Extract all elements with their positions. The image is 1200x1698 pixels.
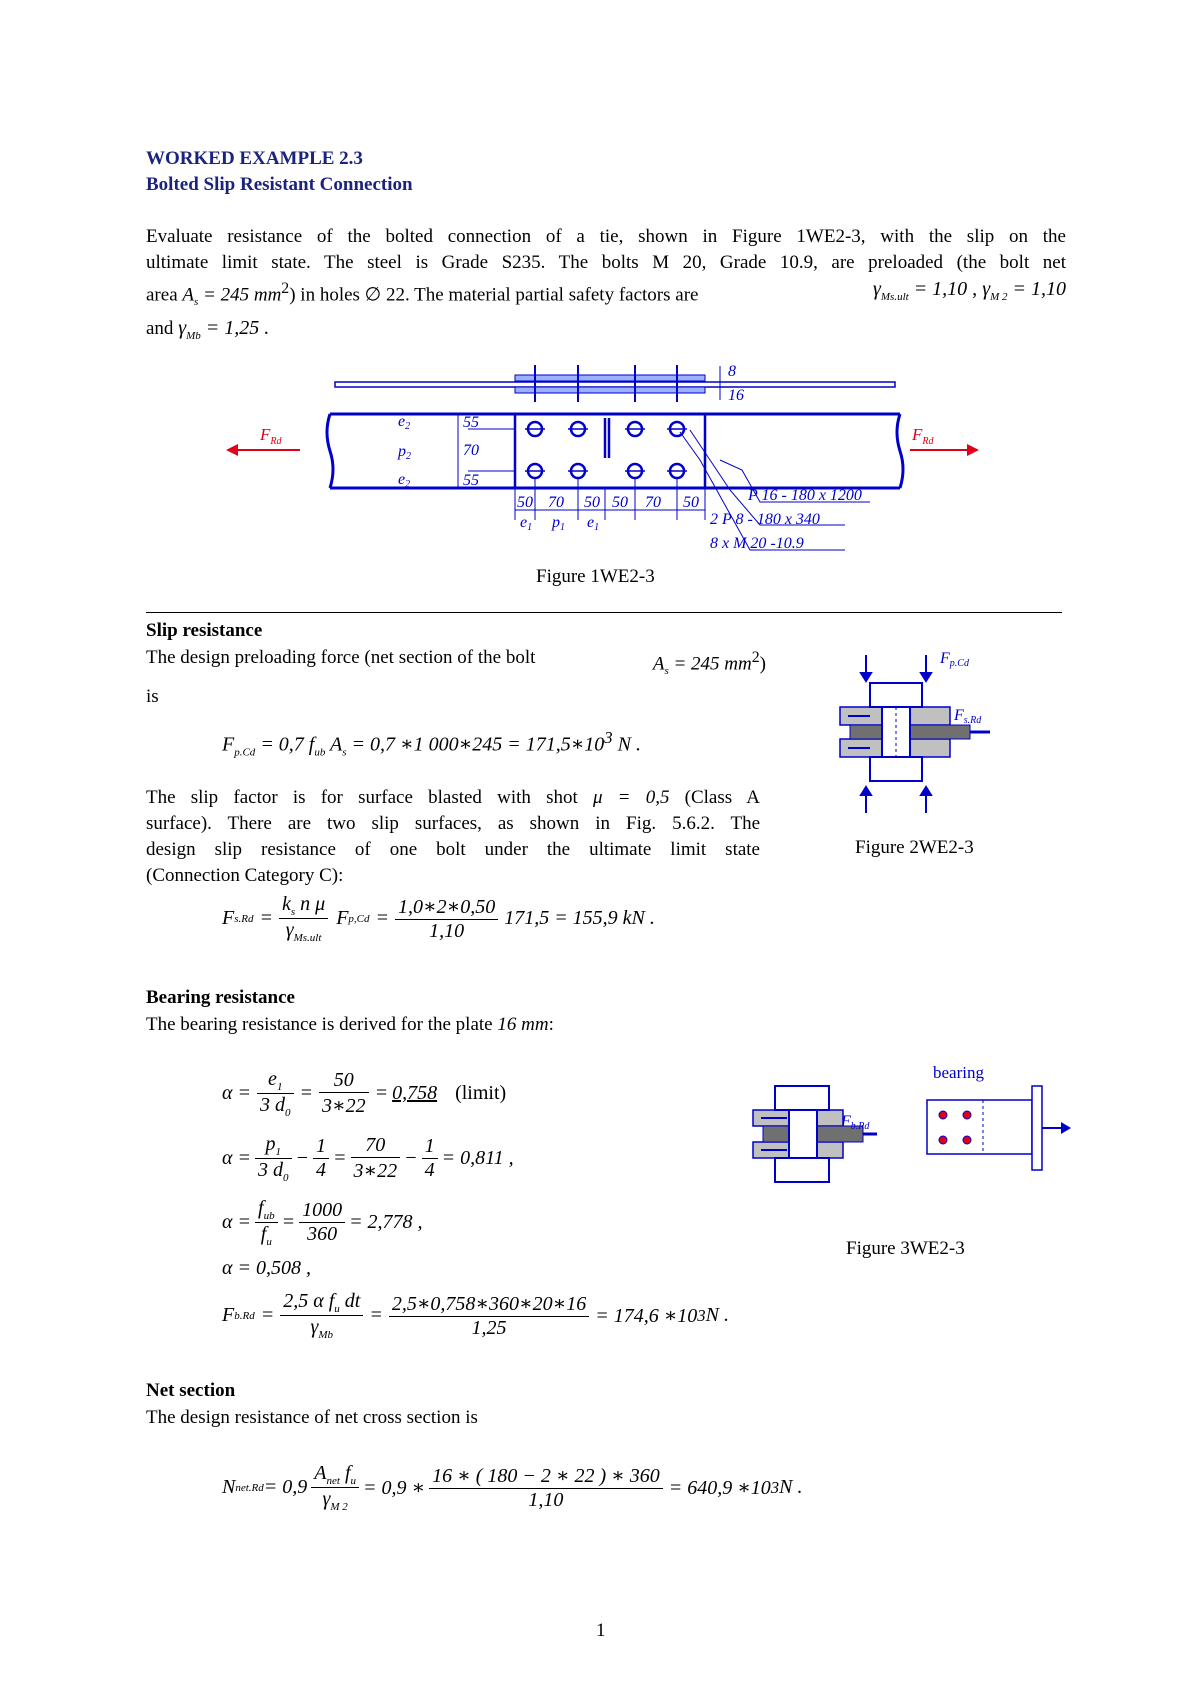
slip-math: = 245 mm bbox=[668, 653, 752, 675]
eq-text: 3 d bbox=[258, 1159, 283, 1181]
dim-50-c: 50 bbox=[612, 494, 628, 511]
eq-symbol: F bbox=[336, 907, 349, 929]
eq-text: 3 d bbox=[260, 1094, 285, 1116]
eq-text: = 0,9 ∗ bbox=[363, 1477, 426, 1499]
eq-result: = 174,6 ∗10 bbox=[595, 1305, 698, 1327]
eq-text: f bbox=[339, 1462, 351, 1484]
eq-sup: 3 bbox=[697, 1305, 706, 1325]
eq-numerator: 50 bbox=[319, 1069, 369, 1093]
bolt-nut bbox=[870, 757, 922, 781]
bearing-resistance-heading: Bearing resistance bbox=[146, 987, 295, 1008]
eq-fraction bbox=[279, 893, 328, 944]
alpha-value-limit: 0,758 bbox=[392, 1082, 438, 1104]
preload-equation bbox=[222, 728, 641, 759]
eq-numerator: 16 ∗ ( 180 − 2 ∗ 22 ) ∗ 360 bbox=[429, 1463, 663, 1489]
intro-math-sub: s bbox=[194, 296, 199, 309]
slip-math: A bbox=[652, 653, 665, 675]
force-label-left: $F_{Rd}$ bbox=[260, 425, 282, 447]
intro-paragraph bbox=[146, 224, 1066, 349]
alpha-value-3: = 2,778 , bbox=[349, 1211, 423, 1233]
eq-fraction bbox=[395, 894, 498, 943]
end-plate bbox=[1032, 1086, 1042, 1170]
label-cover-plates: 2 P 8 - 180 x 340 bbox=[710, 511, 820, 528]
bearing-pressure-marks bbox=[939, 1111, 971, 1144]
bearing-text: The bearing resistance is derived for the plate bbox=[146, 1014, 498, 1035]
dim-e2-bottom: e2 bbox=[398, 471, 411, 490]
force-label-right: $F_{Rd}$ bbox=[912, 425, 934, 447]
gamma-value: = 1,10 bbox=[1007, 278, 1066, 300]
eq-equals: = bbox=[374, 1082, 389, 1104]
net-section-intro: The design resistance of net cross section is bbox=[146, 1407, 478, 1428]
gamma-sub: Ms.ult bbox=[880, 291, 909, 303]
eq-equals: = bbox=[259, 907, 273, 929]
section-divider bbox=[146, 612, 1062, 613]
alpha-symbol: α = bbox=[222, 1082, 251, 1104]
gamma-value: = 1,10 , bbox=[908, 278, 983, 300]
main-plate-plan bbox=[327, 414, 903, 488]
eq-symbol: F bbox=[222, 733, 235, 756]
eq-numerator: 1,0∗2∗0,50 bbox=[395, 894, 498, 920]
net-section-equation bbox=[222, 1462, 802, 1513]
eq-text: N . bbox=[612, 733, 641, 756]
eq-sub: p,Cd bbox=[348, 912, 370, 925]
dim-p1: p1 bbox=[552, 514, 565, 533]
dim-50-a: 50 bbox=[517, 494, 533, 511]
eq-sub: net.Rd bbox=[235, 1481, 264, 1494]
gamma-value: = 1,25 . bbox=[200, 317, 270, 340]
eq-equals: = bbox=[260, 1304, 275, 1326]
eq-equals: = bbox=[299, 1082, 313, 1104]
eq-text: γ bbox=[322, 1488, 331, 1510]
label-bolts: 8 x M 20 -10.9 bbox=[710, 535, 804, 552]
intro-math: A bbox=[182, 284, 194, 306]
dim-50-b: 50 bbox=[584, 494, 600, 511]
eq-numerator: 1000 bbox=[299, 1199, 345, 1223]
eq-sub: p.Cd bbox=[234, 746, 256, 759]
intro-text: ) in holes ∅ 22. The material partial safety factors are bbox=[289, 284, 699, 306]
eq-sub: 1 bbox=[275, 1146, 281, 1158]
eq-equals: = bbox=[375, 907, 389, 929]
eq-sub: 0 bbox=[283, 1172, 289, 1184]
eq-fraction bbox=[255, 1197, 278, 1248]
eq-result: N . bbox=[705, 1304, 729, 1326]
intro-line-3 bbox=[146, 276, 1066, 315]
eq-text: A bbox=[325, 733, 343, 756]
dim-p2: p2 bbox=[398, 443, 411, 462]
eq-text: f bbox=[258, 1197, 264, 1219]
eq-sub: u bbox=[350, 1475, 356, 1487]
slip-line-1 bbox=[146, 645, 766, 684]
bolt-nut bbox=[775, 1158, 829, 1182]
worked-example-title: WORKED EXAMPLE 2.3 bbox=[146, 148, 363, 169]
net-section-heading: Net section bbox=[146, 1380, 236, 1401]
eq-fraction bbox=[351, 1134, 401, 1183]
intro-sup: 2 bbox=[281, 280, 290, 297]
eq-text: = 0,9 bbox=[263, 1476, 308, 1498]
eq-equals: = bbox=[333, 1147, 347, 1169]
eq-text: p bbox=[265, 1133, 276, 1155]
eq-minus: − bbox=[404, 1147, 418, 1169]
eq-text: n μ bbox=[295, 893, 326, 915]
dim-70-b: 70 bbox=[645, 494, 661, 511]
eq-sub: Mb bbox=[318, 1329, 334, 1341]
eq-sub: b.Rd bbox=[234, 1309, 255, 1322]
force-arrow-left-head bbox=[226, 444, 238, 456]
eq-sup: 3 bbox=[770, 1477, 780, 1497]
eq-sub: Ms.ult bbox=[293, 932, 322, 944]
slip-text: (Class A bbox=[669, 787, 761, 808]
figure-2-caption: Figure 2WE2-3 bbox=[855, 837, 974, 858]
eq-equals: = bbox=[281, 1211, 296, 1233]
eq-text: = 0,7 ∗1 000∗245 = 171,5∗10 bbox=[346, 733, 605, 756]
eq-numerator: 2,5∗0,758∗360∗20∗16 bbox=[389, 1291, 589, 1317]
dim-70-a: 70 bbox=[548, 494, 564, 511]
eq-numerator: 1 bbox=[313, 1135, 329, 1159]
alpha-symbol: α = bbox=[222, 1211, 251, 1233]
eq-sub: ub bbox=[314, 746, 326, 759]
eq-symbol: F bbox=[222, 1304, 235, 1326]
eq-text: γ bbox=[310, 1316, 319, 1338]
limit-note: (limit) bbox=[455, 1082, 507, 1104]
slip-line-2: is bbox=[146, 686, 159, 708]
gamma-symbol: γ bbox=[178, 317, 187, 340]
eq-sub: M 2 bbox=[330, 1501, 348, 1513]
eq-result: = 640,9 ∗10 bbox=[668, 1477, 771, 1499]
eq-denominator: 1,25 bbox=[471, 1317, 507, 1339]
dim-55-bottom: 55 bbox=[463, 472, 479, 489]
gamma-symbol: γ bbox=[982, 278, 991, 300]
eq-numerator: 70 bbox=[351, 1134, 401, 1158]
eq-sub: u bbox=[266, 1236, 272, 1248]
eq-minus: − bbox=[295, 1147, 309, 1169]
bearing-label: bearing bbox=[933, 1063, 984, 1082]
eq-sup: 3 bbox=[604, 728, 613, 747]
eq-sub: 1 bbox=[276, 1081, 283, 1093]
intro-text: area bbox=[146, 284, 183, 306]
dim-8: 8 bbox=[728, 363, 736, 380]
dim-50-d: 50 bbox=[683, 494, 699, 511]
figure-1-connection-drawing bbox=[220, 360, 980, 570]
slip-factor-line-4: (Connection Category C): bbox=[146, 865, 344, 886]
gamma-symbol: γ bbox=[872, 278, 881, 300]
eq-denominator: 3∗22 bbox=[353, 1160, 398, 1182]
eq-text: k bbox=[281, 893, 291, 915]
force-arrow-right-head bbox=[967, 444, 979, 456]
slip-factor-line-3: design slip resistance of one bolt under the ultimate limit state bbox=[146, 839, 760, 860]
alpha-eq-4: α = 0,508 , bbox=[222, 1257, 311, 1279]
dim-55-top: 55 bbox=[463, 414, 479, 431]
slip-math-sub: s bbox=[664, 665, 669, 678]
dim-e1-right: e1 bbox=[587, 514, 600, 533]
eq-text: = 0,7 f bbox=[255, 733, 315, 756]
eq-sub: 0 bbox=[285, 1107, 291, 1119]
horizontal-dimension-lines bbox=[515, 478, 705, 520]
eq-fraction bbox=[422, 1135, 438, 1182]
worked-example-subtitle: Bolted Slip Resistant Connection bbox=[146, 174, 413, 195]
label-main-plate: P 16 - 180 x 1200 bbox=[748, 487, 862, 504]
figure-3-bearing bbox=[745, 1060, 1075, 1220]
eq-fraction bbox=[429, 1463, 663, 1512]
bearing-math: 16 mm bbox=[497, 1014, 549, 1035]
eq-result: 171,5 = 155,9 kN . bbox=[504, 907, 655, 929]
eq-denominator: 360 bbox=[307, 1223, 338, 1245]
slip-factor-line-2: surface). There are two slip surfaces, as shown in Fig. 5.6.2. The bbox=[146, 813, 760, 834]
fpcd-label: Fp.Cd bbox=[940, 650, 969, 669]
eq-fraction bbox=[311, 1462, 359, 1513]
eq-sub: ub bbox=[263, 1210, 275, 1222]
eq-text: e bbox=[268, 1068, 277, 1090]
eq-denominator: 3∗22 bbox=[322, 1095, 366, 1117]
alpha-eq-3 bbox=[222, 1197, 423, 1248]
bolt-shank bbox=[789, 1110, 817, 1158]
eq-denominator: 4 bbox=[316, 1159, 326, 1181]
slip-sup: 2 bbox=[751, 649, 760, 666]
intro-math: = 245 mm bbox=[198, 284, 282, 306]
eq-denominator: 4 bbox=[424, 1159, 435, 1181]
eq-fraction bbox=[255, 1133, 292, 1184]
slip-intro bbox=[146, 645, 766, 710]
slip-resistance-equation bbox=[222, 893, 655, 944]
slip-text: ) bbox=[759, 653, 766, 675]
alpha-eq-1 bbox=[222, 1068, 506, 1119]
gamma-sub: Mb bbox=[186, 330, 201, 343]
alpha-eq-2 bbox=[222, 1133, 514, 1184]
slip-factor-paragraph bbox=[146, 785, 760, 889]
intro-text: and bbox=[146, 318, 179, 340]
slip-math: μ = 0,5 bbox=[592, 787, 670, 808]
slip-resistance-heading: Slip resistance bbox=[146, 620, 263, 641]
dim-e2-top: e2 bbox=[398, 413, 411, 432]
eq-sub: s.Rd bbox=[234, 912, 254, 925]
fsrd-label: Fs.Rd bbox=[954, 707, 982, 726]
eq-symbol: F bbox=[222, 907, 235, 929]
eq-fraction bbox=[319, 1069, 369, 1118]
eq-sub: u bbox=[334, 1303, 340, 1315]
eq-fraction bbox=[389, 1291, 589, 1340]
fbrd-label: Fb.Rd bbox=[841, 1113, 870, 1132]
figure-2-bolt-preload bbox=[830, 645, 1000, 825]
eq-sub: s bbox=[342, 746, 347, 759]
eq-text: 2,5 α f bbox=[283, 1290, 335, 1312]
intro-line-2: ultimate limit state. The steel is Grade S235. The bolts M 20, Grade 10.9, are preloaded (the bolt net bbox=[146, 252, 1066, 273]
eq-text: f bbox=[260, 1223, 267, 1245]
gamma-sub: M 2 bbox=[990, 291, 1008, 303]
eq-denominator: 1,10 bbox=[528, 1489, 564, 1511]
alpha-value-2: = 0,811 , bbox=[441, 1147, 514, 1169]
eq-symbol: N bbox=[222, 1476, 236, 1498]
figure-1-caption: Figure 1WE2-3 bbox=[536, 566, 655, 587]
alpha-symbol: α = bbox=[222, 1147, 251, 1169]
eq-sub: net bbox=[326, 1475, 340, 1487]
eq-numerator: 1 bbox=[422, 1135, 438, 1159]
bearing-resistance-equation bbox=[222, 1290, 729, 1341]
eq-text: A bbox=[314, 1462, 327, 1484]
eq-text: dt bbox=[339, 1290, 361, 1312]
eq-result: N . bbox=[779, 1476, 803, 1498]
dim-70-vertical: 70 bbox=[463, 442, 479, 459]
eq-fraction bbox=[280, 1290, 363, 1341]
bearing-intro bbox=[146, 1012, 554, 1038]
intro-line-4 bbox=[146, 315, 1066, 349]
bolt-head bbox=[775, 1086, 829, 1110]
eq-fraction bbox=[313, 1135, 329, 1182]
eq-sub: s bbox=[290, 906, 296, 918]
bolt-head bbox=[870, 683, 922, 707]
page-number: 1 bbox=[596, 1620, 606, 1641]
bearing-text: : bbox=[548, 1014, 554, 1035]
tension-arrow-head bbox=[1061, 1122, 1071, 1134]
intro-line-1: Evaluate resistance of the bolted connection of a tie, shown in Figure 1WE2-3, with the slip on the bbox=[146, 226, 1066, 247]
dim-16: 16 bbox=[728, 387, 744, 404]
eq-fraction bbox=[299, 1199, 345, 1246]
plate-elevation bbox=[335, 382, 895, 387]
eq-fraction bbox=[257, 1068, 294, 1119]
slip-factor-line-1 bbox=[146, 785, 760, 811]
eq-text: γ bbox=[285, 919, 294, 941]
eq-denominator: 1,10 bbox=[429, 920, 465, 942]
bolt-elevations bbox=[535, 365, 677, 402]
dim-e1-left: e1 bbox=[520, 514, 533, 533]
plate-plan bbox=[927, 1100, 1032, 1154]
slip-text: The slip factor is for surface blasted with shot bbox=[146, 787, 593, 808]
figure-3-caption: Figure 3WE2-3 bbox=[846, 1238, 965, 1259]
eq-equals: = bbox=[369, 1304, 383, 1326]
slip-text: The design preloading force (net section of the bolt bbox=[146, 647, 536, 668]
